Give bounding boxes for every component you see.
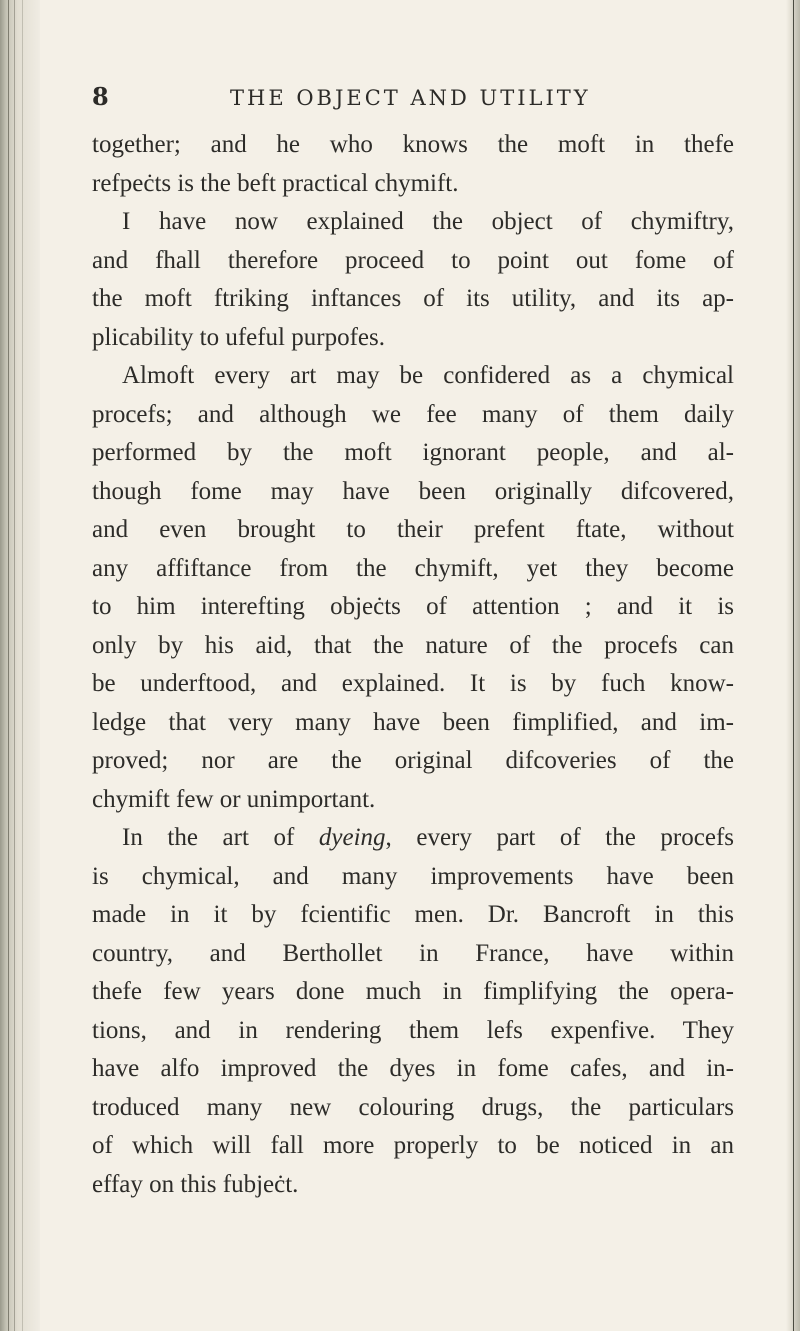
- gutter-edge-line: [14, 0, 15, 1331]
- text-line: [92, 819, 734, 858]
- gutter-edge-line: [8, 0, 9, 1331]
- text-line: only by his aid, that the nature of the procefs can: [92, 631, 734, 659]
- page-header: [92, 80, 732, 116]
- text-line: and even brought to their prefent ftate, without: [92, 516, 734, 543]
- text-segment: In the art of: [122, 824, 319, 851]
- right-edge-line: [793, 0, 794, 1331]
- text-line: tions, and in rendering them lefs expenfive. They: [92, 1016, 734, 1044]
- text-line: procefs; and although we fee many of them daily: [92, 400, 734, 428]
- text-line: refpeċts is the beft practical chymift.: [92, 169, 459, 197]
- text-line: any affiftance from the chymift, yet they become: [92, 554, 734, 582]
- text-line: Almoft every art may be confidered as a chymical: [122, 362, 734, 389]
- text-line: country, and Berthollet in France, have within: [92, 939, 734, 967]
- text-line: performed by the moft ignorant people, and al-: [92, 439, 734, 466]
- body-text: [92, 126, 734, 1204]
- text-line: plicability to ufeful purpofes.: [92, 323, 385, 351]
- text-line: troduced many new colouring drugs, the particulars: [92, 1093, 734, 1121]
- text-line: the moft ftriking inftances of its utility, and its ap-: [92, 285, 734, 312]
- page-number: 8: [92, 82, 109, 111]
- text-line: is chymical, and many improvements have been: [92, 862, 734, 890]
- text-line: have alfo improved the dyes in fome cafes, and in-: [92, 1055, 734, 1082]
- text-line: proved; nor are the original difcoveries of the: [92, 747, 734, 774]
- text-line: though fome may have been originally difcovered,: [92, 477, 734, 505]
- page-right-edge: [786, 0, 800, 1331]
- text-line: be underftood, and explained. It is by fuch know-: [92, 670, 734, 697]
- text-line: of which will fall more properly to be noticed in an: [92, 1132, 734, 1159]
- gutter-edge-line: [22, 0, 23, 1331]
- running-head: THE OBJECT AND UTILITY: [230, 86, 591, 110]
- text-segment: , every part of the procefs: [385, 824, 735, 851]
- text-line: and fhall therefore proceed to point out fome of: [92, 246, 734, 274]
- page-gutter: [0, 0, 40, 1331]
- text-line: thefe few years done much in fimplifying the opera-: [92, 978, 734, 1005]
- text-line: chymift few or unimportant.: [92, 785, 376, 813]
- text-line: I have now explained the object of chymiftry,: [122, 208, 734, 235]
- text-line: made in it by fcientific men. Dr. Bancroft in this: [92, 901, 734, 928]
- text-line: together; and he who knows the moft in thefe: [92, 131, 734, 158]
- italic-term: dyeing: [318, 824, 386, 851]
- text-line: effay on this fubjeċt.: [92, 1170, 299, 1198]
- text-line: ledge that very many have been fimplified, and im-: [92, 708, 734, 736]
- text-line: to him interefting objeċts of attention ; and it is: [92, 593, 734, 620]
